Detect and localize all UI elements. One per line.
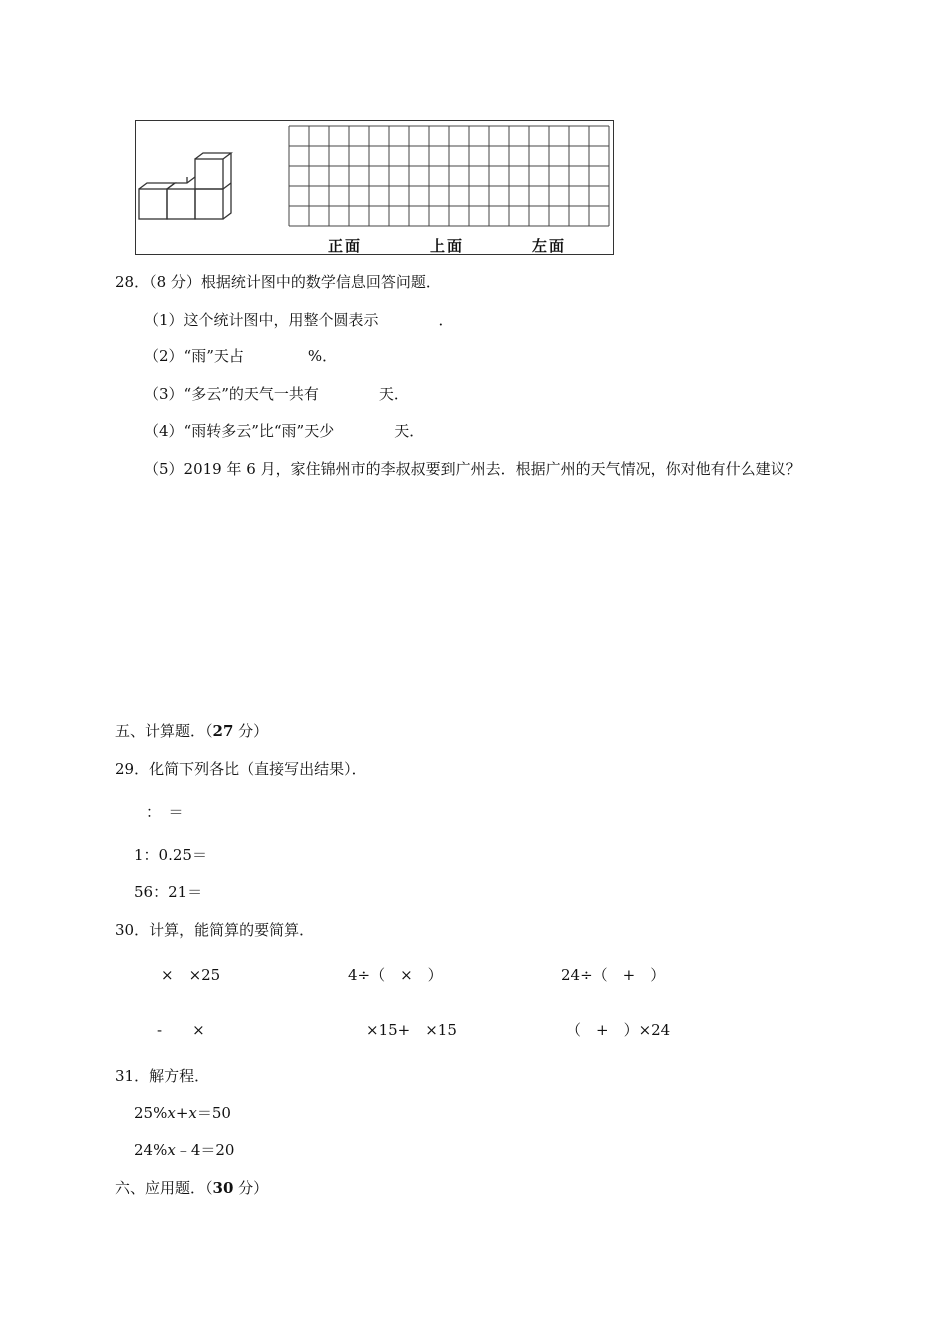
eq2-part-a: 24% bbox=[134, 1141, 168, 1159]
eq2-part-b: ﹣4＝20 bbox=[175, 1141, 235, 1159]
left-view-label: 左面 bbox=[532, 237, 567, 255]
q28-part1-text: （1）这个统计图中，用整个圆表示 bbox=[144, 311, 379, 329]
eq1-part-a: 25% bbox=[134, 1104, 168, 1122]
q29-row2: 1：0.25＝ bbox=[134, 846, 207, 864]
eq1-part-b: + bbox=[175, 1104, 189, 1122]
section5-points: 27 bbox=[212, 722, 234, 740]
q30-expr-b2: ×15+ ×15 bbox=[366, 1021, 457, 1039]
q28-part4-end: 天． bbox=[394, 422, 425, 440]
section6-title-end: 分） bbox=[233, 1179, 269, 1197]
eq1-var-2: x bbox=[188, 1104, 197, 1122]
eq1-var: x bbox=[167, 1104, 176, 1122]
eq1-part-c: ＝50 bbox=[196, 1104, 231, 1122]
q28-part3-end: 天． bbox=[378, 385, 409, 403]
q29-header: 29．化简下列各比（直接写出结果）． bbox=[115, 760, 367, 778]
grid-paper bbox=[288, 125, 610, 231]
q31-header: 31．解方程． bbox=[115, 1067, 210, 1085]
q30-expr-b1: - × bbox=[157, 1021, 205, 1039]
q28-part1-end: ． bbox=[438, 311, 454, 329]
q28-part2-text: （2）“雨”天占 bbox=[144, 347, 244, 365]
q31-equation1 bbox=[134, 1104, 231, 1122]
q30-expr-a3: 24÷（ + ） bbox=[561, 966, 666, 984]
q31-equation2 bbox=[134, 1141, 234, 1159]
cube-views-figure bbox=[135, 120, 614, 255]
q30-expr-b3: （ + ）×24 bbox=[566, 1021, 671, 1039]
q28-part4-text: （4）“雨转多云”比“雨”天少 bbox=[144, 422, 335, 440]
section6-title bbox=[115, 1179, 268, 1197]
q30-header: 30．计算，能简算的要简算． bbox=[115, 921, 315, 939]
q28-part2-end: %． bbox=[307, 347, 338, 365]
section5-title bbox=[115, 722, 268, 740]
q30-expr-a1: × ×25 bbox=[161, 966, 221, 984]
top-view-label: 上面 bbox=[430, 237, 465, 255]
q29-row1: ： ＝ bbox=[146, 803, 184, 821]
section6-title-text: 六、应用题．（ bbox=[115, 1179, 213, 1197]
q28-part5: （5）2019 年 6 月，家住锦州市的李叔叔要到广州去．根据广州的天气情况，你对他有什么建议？ bbox=[144, 460, 801, 478]
section5-title-end: 分） bbox=[233, 722, 269, 740]
eq2-var: x bbox=[167, 1141, 176, 1159]
cube-stack-drawing bbox=[136, 141, 246, 251]
q29-row3: 56：21＝ bbox=[134, 883, 203, 901]
q28-part2 bbox=[144, 347, 337, 365]
q28-part3-text: （3）“多云”的天气一共有 bbox=[144, 385, 319, 403]
q30-expr-a2: 4÷（ × ） bbox=[348, 966, 443, 984]
front-view-label: 正面 bbox=[328, 237, 363, 255]
q28-part4 bbox=[144, 422, 424, 440]
q28-part3 bbox=[144, 385, 409, 403]
q28-part1 bbox=[144, 311, 454, 329]
section6-points: 30 bbox=[212, 1179, 234, 1197]
section5-title-text: 五、计算题．（ bbox=[115, 722, 213, 740]
q28-header: 28．（8 分）根据统计图中的数学信息回答问题． bbox=[115, 273, 441, 291]
